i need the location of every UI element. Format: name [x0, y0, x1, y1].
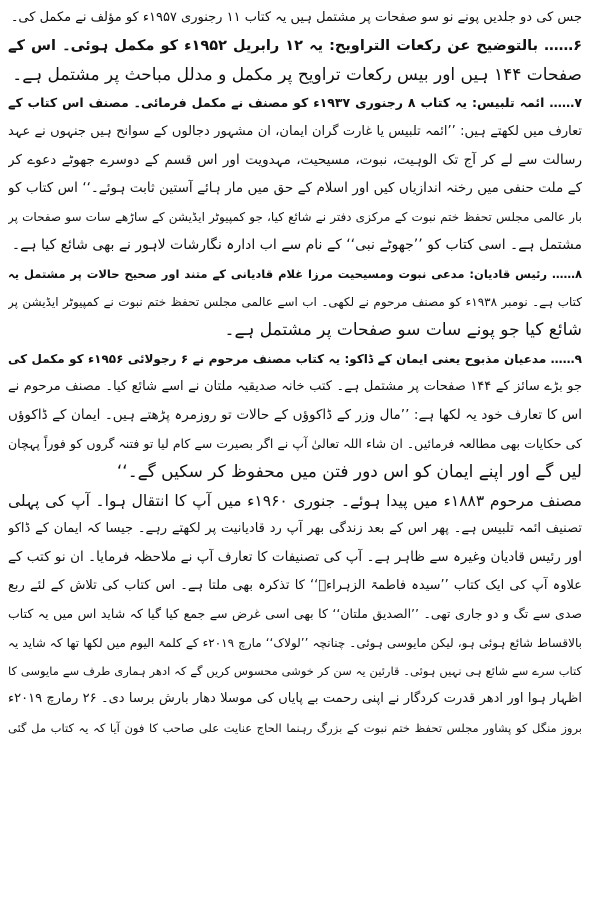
numbered-entry-heading-line: ۸…… رئیس قادیان: مدعی نبوت ومسیحیت مرزا غلام قادیانی کے متند اور صحیح حالات پر مشتمل یہ — [8, 266, 582, 281]
text-line: صفحات ۱۴۴ ہیں اور بیس رکعات تراویح پر مکمل و مدلل مباحث پر مشتمل ہے۔ — [12, 64, 582, 85]
text-line: بروز منگل کو پشاور مجلس تحفظ ختم نبوت کے بزرگ رہنما الحاج عنایت علی صاحب کا فون آیا کہ یہ کتاب مل گئی — [8, 720, 582, 735]
text-line: جس کی دو جلدیں پونے نو سو صفحات پر مشتمل ہیں یہ کتاب ۱۱ رجنوری ۱۹۵۷ء کو مؤلف نے مکمل کی۔ — [10, 10, 582, 25]
text-line: مصنف مرحوم ۱۸۸۳ء میں پیدا ہوئے۔ جنوری ۱۹۶۰ء میں آپ کا انتقال ہوا۔ آپ کی پہلی — [8, 491, 582, 510]
text-line: شائع کیا جو پونے سات سو صفحات پر مشتمل ہے۔ — [224, 320, 582, 341]
text-line: مشتمل ہے۔ اسی کتاب کو ’’جھوٹے نبی‘‘ کے نام سے اب ادارہ نگارشات لاہور نے بھی شائع کیا ہے۔ — [11, 237, 582, 254]
text-line: اظہار ہوا اور ادھر قدرت کردگار نے اپنی رحمت بے پایاں کی موسلا دھار بارش برسا دی۔ ۲۶ رمارچ ۲۰۱۹ء — [8, 691, 582, 707]
document-page — [8, 4, 582, 916]
text-line: تصنیف ائمہ تلبیس ہے۔ پھر اس کے بعد زندگی بھر آپ رد قادیانیت پر لکھتے رہے۔ جیسا کہ ایمان کے ڈاکو — [8, 521, 582, 537]
text-line: جو بڑے سائز کے ۱۴۴ صفحات پر مشتمل ہے۔ کتب خانہ صدیقیہ ملتان نے اسے شائع کیا۔ مصنف مرحوم نے — [8, 379, 582, 395]
text-line: کی حکایات بھی مطالعہ فرمائیں۔ ان شاء اللہ تعالیٰ آپ نے اگر بصیرت سے کام لیا تو فتنہ گروں کو فوراً پہچان — [8, 435, 582, 451]
text-line: کتاب سرے سے شائع ہی نہیں ہوئی۔ قارئین یہ سن کر خوشی محسوس کریں گے کہ ادھر ہماری طرف سے مایوسی کا — [8, 663, 582, 678]
numbered-entry-heading-line: ۷…… ائمہ تلبیس: یہ کتاب ۸ رجنوری ۱۹۳۷ء کو مصنف نے مکمل فرمائی۔ مصنف اس کتاب کے — [8, 95, 582, 111]
text-line: لیں گے اور اپنے ایمان کو اس دور فتن میں محفوظ کر سکیں گے۔‘‘ — [116, 462, 582, 483]
text-line: علاوہ آپ کی ایک کتاب ’’سیدہ فاطمۃ الزہراءؓ‘‘ کا تذکرہ بھی ملتا ہے۔ اس کتاب کی تلاش کے لئے ربع — [8, 577, 582, 593]
text-line: اس کا تعارف خود یہ لکھا ہے: ’’مال وزر کے ڈاکوؤں کے حالات تو روزمرہ پڑھتے ہیں۔ ایمان کے ڈاکوؤں — [8, 407, 582, 424]
text-line: صدی سے تگ و دو جاری تھی۔ ’’الصدیق ملتان‘‘ کا بھی اسی غرض سے جمع کیا گیا کہ شاید اس میں یہ کتاب — [8, 606, 582, 622]
text-line: رسالت سے لے کر آج تک الوہیت، نبوت، مسیحیت، مہدویت اور اس قسم کے دوسرے جھوٹے دعوے کر — [8, 151, 582, 168]
text-line: بار عالمی مجلس تحفظ ختم نبوت کے مرکزی دفتر نے شائع کیا، جو کمپیوٹر ایڈیشن کے ساڑھے سات سو صفحات پر — [8, 209, 582, 224]
text-line: کتاب ہے۔ نومبر ۱۹۳۸ء کو مصنف مرحوم نے لکھی۔ اب اسے عالمی مجلس تحفظ ختم نبوت نے کمپیوٹر ایڈیشن پر — [8, 294, 582, 309]
text-line: تعارف میں لکھتے ہیں: ’’ائمہ تلبیس یا غارت گران ایمان، ان مشہور دجالوں کے سوانح ہیں جنہوں نے عہد — [8, 123, 582, 139]
text-line: بالاقساط شائع ہوئی ہو، لیکن مایوسی ہوئی۔ چنانچہ ’’لولاک‘‘ مارچ ۲۰۱۹ء کے کلمۃ الیوم میں لکھا تھا کہ شاید یہ — [8, 635, 582, 650]
numbered-entry-heading-line: ۹…… مدعیان مذبوح یعنی ایمان کے ڈاکو: یہ کتاب مصنف مرحوم نے ۶ رجولائی ۱۹۵۶ء کو مکمل کی — [8, 351, 582, 366]
text-line: اور رئیس قادیان وغیرہ سے ظاہر ہے۔ آپ کی تصنیفات کا تعارف آپ نے ملاحظہ فرمایا۔ ان نو کتب کے — [8, 549, 582, 566]
numbered-entry-heading-line: ۶…… بالتوضیح عن رکعات التراویح: یہ ۱۲ رابریل ۱۹۵۲ء کو مکمل ہوئی۔ اس کے — [8, 38, 582, 55]
text-line: کے ملت حنفی میں رخنہ اندازیاں کیں اور اسلام کے حق میں مار ہائے آستین ثابت ہوئے۔‘‘ اس کتاب کو — [8, 180, 582, 197]
